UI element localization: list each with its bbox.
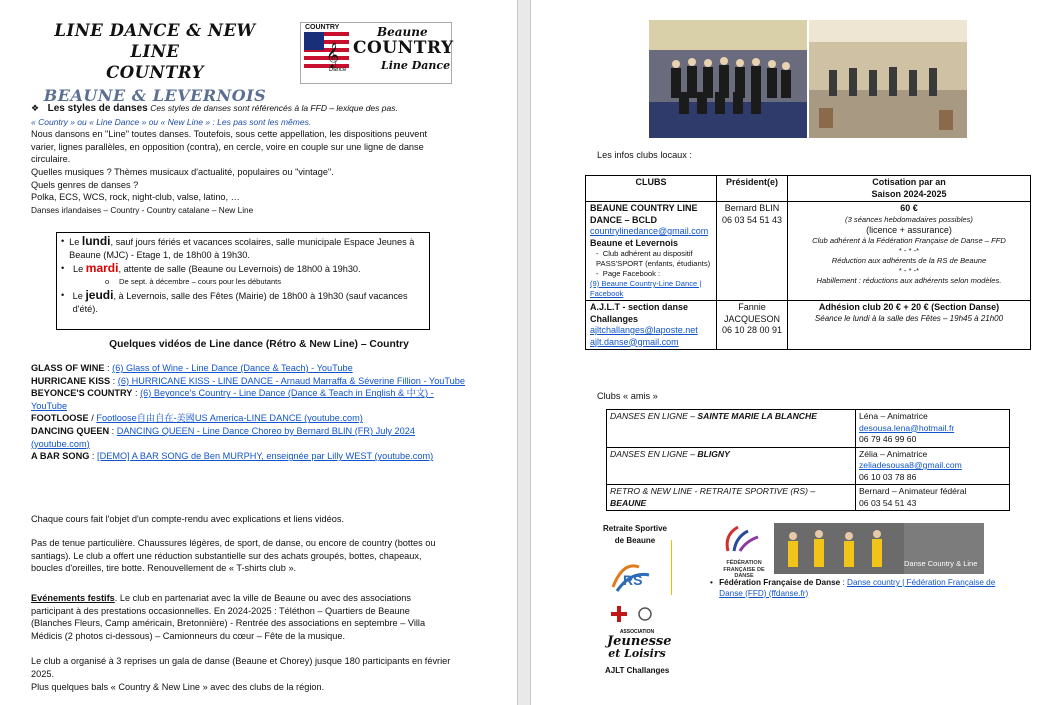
styles-paragraph-2: Quelles musiques ? Thèmes musicaux d'actualité, populaires ou "vintage". (31, 166, 334, 177)
styles-heading-note: Ces styles de danses sont référencés à la FFD – lexique des pas. (150, 103, 398, 113)
video-name: HURRICANE KISS (31, 375, 111, 386)
video-link[interactable]: (6) Glass of Wine - Line Dance (Dance & Teach) - YouTube (112, 363, 353, 373)
amis-club (607, 410, 856, 448)
bals-paragraph: Plus quelques bals « Country & New Line » avec des clubs de la région. (31, 682, 325, 692)
habillement-note: Habillement : réductions aux adhérents selon modèles. (816, 276, 1002, 285)
amis-row (607, 447, 1010, 485)
reduction-note: Réduction aux adhérents de la RS de Beaune (831, 256, 987, 265)
beaune-country-logo (300, 22, 452, 84)
club-email[interactable]: countrylinedance@gmail.com (590, 226, 709, 236)
video-sep: : (109, 425, 117, 436)
rs-title (595, 523, 675, 547)
cotisation-label: Cotisation par an (872, 177, 946, 187)
club-cotisation (788, 202, 1031, 301)
club-name-2: Challanges (590, 313, 639, 324)
schedule-text-tuesday: , attente de salle (Beaune ou Levernois) de 18h00 à 19h30. (118, 264, 361, 275)
day-thursday: jeudi (85, 288, 114, 303)
video-name: GLASS OF WINE (31, 363, 105, 373)
schedule-item-tuesday (61, 262, 425, 276)
club-president (717, 202, 788, 301)
ajlt-caption: AJLT Challanges (605, 666, 670, 675)
amis-club-place: BEAUNE (610, 497, 647, 508)
bullet-icon: • (61, 236, 65, 246)
contact-name: Bernard – Animateur fédéral (859, 486, 967, 496)
svg-text:𝄞: 𝄞 (326, 43, 340, 68)
video-item (31, 412, 471, 425)
president-name: Bernard BLIN (724, 203, 780, 213)
dance-hall-photo (809, 20, 967, 138)
col-clubs: CLUBS (586, 176, 717, 202)
circle-bullet-icon: o (105, 276, 110, 286)
schedule-prefix: Le (72, 291, 86, 302)
amis-club-type: DANSES EN LIGNE – (610, 448, 698, 459)
price: 60 € (900, 203, 918, 213)
video-sep: : (104, 363, 113, 373)
club-bullet-fb: - Page Facebook : (596, 269, 661, 278)
club-info (586, 202, 717, 301)
clubs-table (585, 175, 1031, 350)
schedule-prefix: Le (69, 237, 82, 247)
amis-contact (856, 410, 1010, 448)
video-item (31, 387, 471, 412)
contact-phone: 06 10 03 78 86 (859, 471, 917, 482)
price: Adhésion club 20 € + 20 € (Section Danse) (818, 302, 1000, 312)
amis-club-place: SAINTE MARIE LA BLANCHE (697, 411, 817, 421)
schedule-text-thursday: , à Levernois, salle des Fêtes (Mairie) de 18h00 à 19h30 (sauf vacances d'été). (72, 291, 408, 314)
group-photo (649, 20, 807, 138)
title-line-3: BEAUNE & LEVERNOIS (43, 86, 267, 105)
facebook-link[interactable]: (9) Beaune Country-Line Dance | Facebook (590, 279, 702, 298)
main-title (30, 20, 280, 106)
ffd-banner-right: Danse Country & Line (904, 559, 978, 568)
video-name: A BAR SONG (31, 451, 90, 462)
bullet-icon: • (710, 578, 713, 587)
club-fb-text: Page Facebook : (602, 269, 661, 278)
schedule-sub-tuesday (61, 276, 425, 289)
videos-list (31, 362, 471, 463)
video-sep: : (89, 451, 98, 462)
video-item (31, 425, 471, 450)
club-row-ajlt (586, 301, 1031, 350)
amis-club-place: BLIGNY (697, 448, 730, 459)
bullet-icon: • (61, 263, 65, 274)
events-label: Evénements festifs (31, 593, 115, 603)
amis-contact (856, 485, 1010, 511)
events-text: . Le club en partenariat avec la ville de Beaune ou avec des associations participant à des prestations occasionnelles. En 2024-2025 : Téléthon – Quartiers de Beaune (Blanches Fleurs, Camp américain, Bretonnière) - Rentrée des associations en septembre – Villa Médicis (2 photos ci-dessous) – Camionneurs du cœur – Fête de la musique. (31, 593, 426, 641)
season-label: Saison 2024-2025 (871, 188, 947, 199)
stars: * - * -* (898, 246, 920, 255)
video-item (31, 362, 471, 375)
bullet-icon: • (61, 290, 65, 301)
video-name: BEYONCE'S COUNTRY (31, 388, 133, 399)
contact-name: Léna – Animatrice (859, 411, 928, 421)
president-phone: 06 10 28 00 91 (721, 325, 783, 335)
schedule-text-monday: , sauf jours fériés et vacances scolaires, salle municipale Espace Jeunes à Beaune (MJC) - Etage 1, de 18h00 à 19h30. (69, 237, 415, 260)
video-link[interactable]: [DEMO] A BAR SONG de Ben MURPHY, enseignée par Lilly WEST (youtube.com) (97, 451, 434, 462)
infos-label: Les infos clubs locaux : (597, 150, 692, 160)
styles-paragraph-4: Polka, ECS, WCS, rock, night-club, valse, latino, … (31, 192, 240, 203)
title-line-2: COUNTRY (106, 63, 204, 82)
ffd-note: Club adhérent à la Fédération Française de Danse – FFD (812, 236, 1006, 245)
seance-note: Séance le lundi à la salle des Fêtes – 19h45 à 21h00 (814, 313, 1004, 323)
schedule-prefix: Le (73, 264, 86, 275)
styles-paragraph-1: Nous dansons en "Line" toutes danses. Toutefois, sous cette appellation, les dispositions peuvent varier, lignes parallèles, en opposition (contra), en cercle, voire en couple sur une ligne de danse circulaire. (31, 129, 428, 165)
styles-subnote: « Country » ou « Line Dance » ou « New Line » : Les pas sont les mêmes. (31, 116, 312, 127)
day-tuesday: mardi (85, 261, 119, 276)
club-name: A.J.L.T - section danse (590, 302, 689, 312)
us-flag-icon (304, 26, 349, 72)
schedule-item-thursday (61, 289, 425, 315)
amis-contact (856, 447, 1010, 485)
col-cotisation (788, 176, 1031, 202)
logo-line-dance: Line Dance (381, 59, 451, 72)
schedule-sub-text: De sept. à décembre – cours pour les débutants (119, 276, 282, 286)
club-row-bcld (586, 202, 1031, 301)
styles-paragraph-5: Danses irlandaises – Country - Country catalane – New Line (31, 204, 254, 215)
rs-logo-text: RS (623, 572, 643, 588)
jl-name-2: et Loisirs (608, 647, 666, 660)
amis-club-type: DANSES EN LIGNE – (610, 411, 698, 421)
styles-section (31, 102, 451, 216)
schedule-box (56, 232, 430, 330)
events-paragraph (31, 592, 451, 642)
schedule-item-monday (61, 235, 425, 261)
club-email-2[interactable]: ajlt.danse@gmail.com (590, 336, 679, 347)
video-sep: : (110, 375, 118, 386)
club-bullet-pass: - Club adhérent au dispositif PASS'SPORT (enfants, étudiants) (596, 249, 711, 268)
right-page (530, 0, 1056, 705)
logo-country: COUNTRY (353, 38, 454, 58)
left-page (0, 0, 518, 705)
stars: * - * -* (898, 266, 920, 275)
amis-row (607, 410, 1010, 448)
ffd-label: Fédération Française de Danse (719, 578, 841, 587)
contact-email[interactable]: desousa.lena@hotmail.fr (859, 422, 955, 433)
ffd-banner-left: FÉDÉRATION FRANÇAISE DE DANSE (723, 560, 765, 579)
ffd-logo (714, 523, 774, 579)
contact-phone: 06 79 46 99 60 (859, 434, 917, 444)
contact-email[interactable]: zeliadesousa8@gmail.com (859, 460, 962, 470)
amis-club (607, 485, 856, 511)
club-place: Beaune et Levernois (590, 237, 679, 248)
ffd-banner (714, 523, 984, 579)
jl-name-1: Jeunesse (607, 634, 672, 649)
president-firstname: Fannie (738, 302, 766, 312)
diamond-bullet-icon: ❖ (31, 103, 40, 113)
ffd-link[interactable]: Danse country | Fédération Française de Danse (FFD) (ffdanse.fr) (719, 578, 996, 598)
logo-country-small: COUNTRY (305, 24, 340, 31)
video-item (31, 375, 471, 388)
video-name: DANCING QUEEN (31, 425, 110, 436)
contact-name: Zélia – Animatrice (859, 448, 928, 459)
ffd-info (710, 578, 1000, 599)
clubs-header-row (586, 176, 1031, 202)
president-lastname: JACQUESON (723, 313, 780, 324)
video-link[interactable]: (6) Beyonce's Country - Line Dance (Dance & Teach in English & 中文) - YouTube (31, 388, 434, 411)
video-item (31, 450, 471, 463)
rs-title-1: Retraite Sportive (602, 524, 668, 533)
club-email[interactable]: ajltchallanges@laposte.net (590, 325, 698, 335)
cours-paragraph: Chaque cours fait l'objet d'un compte-rendu avec explications et liens vidéos. (31, 514, 344, 524)
ffd-sep: : (840, 578, 848, 587)
video-sep: : (132, 388, 141, 399)
tenue-paragraph: Pas de tenue particulière. Chaussures légères, de sport, de danse, ou encore de country (bottes ou santiags). Le club a offert une réduction substantielle sur des achats groupés, bottes, chapeaux, boucles d'oreilles, tire botte. Renouvellement de « T-shirts club ». (31, 538, 436, 574)
logo-beaune: Beaune (377, 25, 428, 39)
contact-phone: 06 03 54 51 43 (859, 497, 917, 508)
jl-assoc: ASSOCIATION (619, 629, 655, 635)
president-phone: 06 03 54 51 43 (721, 214, 783, 225)
retraite-sportive-logo (609, 557, 659, 595)
day-monday: lundi (81, 234, 111, 248)
col-president: Président(e) (717, 176, 788, 202)
videos-title: Quelques vidéos de Line dance (Rétro & New Line) – Country (109, 339, 409, 350)
video-sep: / (88, 413, 97, 424)
video-link[interactable]: DANCING QUEEN - Line Dance Choreo by Bernard BLIN (FR) July 2024 (youtube.com) (31, 425, 415, 449)
club-name: BEAUNE COUNTRY LINE DANCE – BCLD (590, 203, 698, 225)
club-president (717, 301, 788, 350)
jeunesse-loisirs-logo (607, 604, 672, 666)
amis-row (607, 485, 1010, 511)
sessions: (3 séances hebdomadaires possibles) (845, 214, 973, 224)
club-info (586, 301, 717, 350)
styles-paragraph-3: Quels genres de danses ? (31, 179, 139, 190)
club-cotisation (788, 301, 1031, 350)
club-pass-text: Club adhérent au dispositif PASS'SPORT (enfants, étudiants) (596, 249, 711, 268)
title-line-1: LINE DANCE & NEW LINE (54, 21, 256, 61)
video-link[interactable]: Footloose自由自在-美國US America-LINE DANCE (youtube.com) (96, 413, 363, 424)
gala-paragraph: Le club a organisé à 3 reprises un gala de danse (Beaune et Chorey) jusque 180 participants en février 2025. (31, 656, 451, 679)
divider (671, 540, 672, 595)
amis-title: Clubs « amis » (597, 391, 658, 401)
styles-heading: Les styles de danses (47, 103, 148, 114)
video-name: FOOTLOOSE (31, 413, 89, 424)
video-link[interactable]: (6) HURRICANE KISS - LINE DANCE - Arnaud Marraffa & Séverine Fillion - YouTube (117, 375, 466, 386)
amis-table (606, 409, 1010, 511)
amis-club-type: RETRO & NEW LINE - RETRAITE SPORTIVE (RS) – (610, 486, 816, 496)
logo-dance: Dance (329, 67, 347, 73)
licence: (licence + assurance) (866, 224, 952, 235)
amis-club (607, 447, 856, 485)
rs-title-2: de Beaune (614, 536, 656, 545)
